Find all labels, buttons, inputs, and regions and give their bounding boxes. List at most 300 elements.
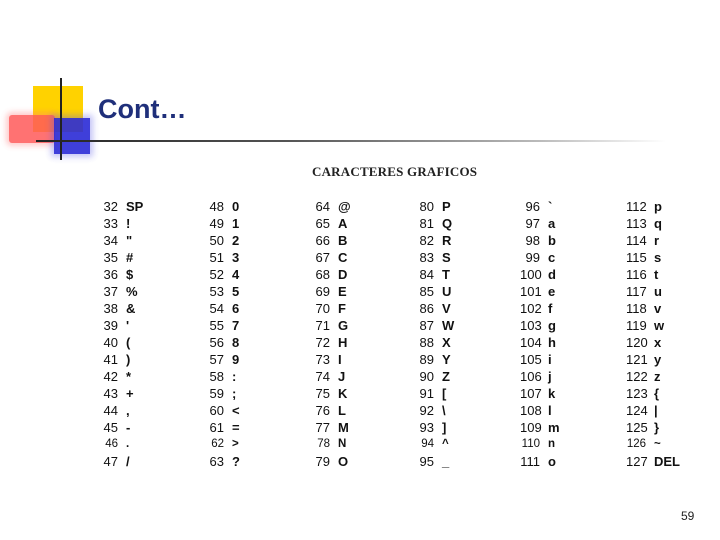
ascii-character: 9 (232, 352, 240, 367)
ascii-character: U (442, 284, 452, 299)
ascii-code: 88 (419, 335, 434, 350)
ascii-character: % (126, 284, 138, 299)
ascii-code: 121 (626, 352, 648, 367)
ascii-code: 91 (419, 386, 434, 401)
table-row (520, 351, 620, 368)
title-underline (36, 140, 666, 142)
ascii-character: @ (338, 199, 351, 214)
ascii-code: 69 (315, 284, 330, 299)
page-number: 59 (681, 509, 695, 523)
table-row (310, 266, 410, 283)
ascii-code: 107 (520, 386, 542, 401)
ascii-character: M (338, 420, 349, 435)
table-row (626, 317, 720, 334)
ascii-character: 7 (232, 318, 240, 333)
ascii-code: 56 (209, 335, 224, 350)
table-row (310, 300, 410, 317)
table-row (310, 232, 410, 249)
table-row (98, 317, 198, 334)
ascii-character: 5 (232, 284, 240, 299)
ascii-character: z (654, 369, 661, 384)
ascii-character: : (232, 369, 237, 384)
table-row (414, 351, 514, 368)
ascii-code: 66 (315, 233, 330, 248)
ascii-character: ' (126, 318, 130, 333)
table-row (626, 436, 720, 453)
ascii-character: j (548, 369, 552, 384)
table-row (626, 232, 720, 249)
ascii-character: p (654, 199, 662, 214)
ascii-character: 4 (232, 267, 240, 282)
ascii-code: 81 (419, 216, 434, 231)
table-row (98, 419, 198, 436)
ascii-code: 87 (419, 318, 434, 333)
ascii-character: t (654, 267, 659, 282)
table-row (204, 283, 304, 300)
ascii-code: 57 (209, 352, 224, 367)
table-row (310, 436, 410, 453)
ascii-code: 59 (209, 386, 224, 401)
table-row (520, 368, 620, 385)
ascii-code: 116 (626, 267, 647, 282)
decor-red-square (9, 115, 55, 143)
table-row (310, 249, 410, 266)
table-row (626, 198, 720, 215)
table-row (204, 334, 304, 351)
table-row (414, 317, 514, 334)
ascii-character: B (338, 233, 348, 248)
ascii-code: 42 (103, 369, 118, 384)
ascii-code: 54 (209, 301, 224, 316)
table-row (98, 266, 198, 283)
ascii-character: & (126, 301, 136, 316)
ascii-character: Q (442, 216, 453, 231)
ascii-character: V (442, 301, 451, 316)
ascii-code: 120 (626, 335, 648, 350)
ascii-code: 61 (209, 420, 224, 435)
table-row (204, 385, 304, 402)
table-row (520, 266, 620, 283)
table-caption: CARACTERES GRAFICOS (312, 164, 478, 179)
ascii-character: | (654, 403, 658, 418)
table-row (204, 266, 304, 283)
ascii-code: 103 (520, 318, 542, 333)
ascii-character: ? (232, 454, 240, 469)
ascii-character: m (548, 420, 560, 435)
table-row (310, 419, 410, 436)
ascii-code: 36 (103, 267, 118, 282)
ascii-code: 93 (419, 420, 434, 435)
ascii-code: 110 (521, 438, 540, 450)
decor-vertical-line (60, 78, 62, 160)
ascii-character: $ (126, 267, 134, 282)
ascii-character: SP (126, 199, 144, 214)
table-row (98, 436, 198, 453)
ascii-character: X (442, 335, 451, 350)
ascii-character: ) (126, 352, 131, 367)
table-row (414, 266, 514, 283)
ascii-character: s (654, 250, 662, 265)
ascii-code: 82 (419, 233, 434, 248)
table-row (310, 368, 410, 385)
ascii-code: 83 (419, 250, 434, 265)
table-row (520, 283, 620, 300)
ascii-code: 77 (315, 420, 330, 435)
ascii-character: d (548, 267, 556, 282)
table-row (626, 215, 720, 232)
ascii-character: { (654, 386, 660, 401)
table-row (626, 283, 720, 300)
ascii-character: o (548, 454, 556, 469)
table-row (204, 453, 304, 470)
ascii-code: 101 (520, 284, 542, 299)
ascii-character: Z (442, 369, 450, 384)
table-row (626, 453, 720, 470)
ascii-code: 115 (626, 250, 647, 265)
ascii-code: 117 (626, 284, 647, 299)
ascii-code: 68 (315, 267, 330, 282)
ascii-code: 106 (520, 369, 542, 384)
table-row (310, 198, 410, 215)
ascii-code: 123 (626, 386, 648, 401)
ascii-code: 40 (103, 335, 118, 350)
ascii-code: 62 (211, 438, 224, 450)
ascii-character: [ (442, 386, 447, 401)
ascii-character: R (442, 233, 452, 248)
table-row (204, 215, 304, 232)
table-row (310, 215, 410, 232)
ascii-character: I (338, 352, 342, 367)
ascii-code: 102 (520, 301, 542, 316)
table-row (414, 453, 514, 470)
ascii-character: ~ (654, 438, 661, 450)
ascii-code: 85 (419, 284, 434, 299)
ascii-character: 8 (232, 335, 240, 350)
ascii-character: k (548, 386, 556, 401)
ascii-code: 105 (520, 352, 542, 367)
ascii-character: c (548, 250, 556, 265)
ascii-code: 60 (209, 403, 224, 418)
table-row (626, 300, 720, 317)
table-row (310, 334, 410, 351)
ascii-character: f (548, 301, 553, 316)
ascii-code: 45 (103, 420, 118, 435)
ascii-character: 6 (232, 301, 240, 316)
ascii-code: 111 (520, 454, 540, 469)
ascii-character: 1 (232, 216, 240, 231)
table-row (626, 419, 720, 436)
ascii-character: O (338, 454, 349, 469)
ascii-character: i (548, 352, 552, 367)
ascii-code: 46 (105, 438, 118, 450)
ascii-character: * (126, 369, 132, 384)
table-row (204, 232, 304, 249)
ascii-code: 86 (419, 301, 434, 316)
ascii-code: 71 (315, 318, 330, 333)
ascii-code: 122 (626, 369, 648, 384)
table-column (414, 198, 514, 470)
table-row (626, 385, 720, 402)
table-row (98, 351, 198, 368)
table-row (98, 453, 198, 470)
ascii-character: K (338, 386, 348, 401)
table-column (520, 198, 620, 470)
ascii-code: 48 (209, 199, 224, 214)
ascii-character: DEL (654, 454, 680, 469)
ascii-character: L (338, 403, 346, 418)
ascii-code: 47 (103, 454, 118, 469)
table-row (310, 402, 410, 419)
table-row (520, 453, 620, 470)
ascii-character: A (338, 216, 348, 231)
table-row (98, 300, 198, 317)
ascii-character: b (548, 233, 556, 248)
table-row (626, 368, 720, 385)
ascii-code: 114 (626, 233, 647, 248)
ascii-code: 92 (419, 403, 434, 418)
ascii-character: n (548, 438, 556, 450)
ascii-character: < (232, 403, 240, 418)
ascii-code: 95 (419, 454, 434, 469)
table-row (204, 249, 304, 266)
ascii-character: x (654, 335, 662, 350)
table-row (98, 368, 198, 385)
ascii-code: 74 (315, 369, 330, 384)
ascii-character: G (338, 318, 349, 333)
ascii-character: } (654, 420, 660, 435)
table-row (414, 283, 514, 300)
table-row (520, 334, 620, 351)
table-row (520, 402, 620, 419)
ascii-character: 3 (232, 250, 240, 265)
ascii-character: , (126, 403, 130, 418)
ascii-code: 78 (317, 438, 330, 450)
ascii-character: H (338, 335, 348, 350)
table-column (98, 198, 198, 470)
ascii-code: 90 (419, 369, 434, 384)
table-row (414, 215, 514, 232)
ascii-character: D (338, 267, 348, 282)
ascii-character: . (126, 438, 130, 450)
table-row (310, 385, 410, 402)
table-row (414, 385, 514, 402)
ascii-code: 55 (209, 318, 224, 333)
ascii-code: 37 (103, 284, 118, 299)
table-row (204, 368, 304, 385)
ascii-character: \ (442, 403, 446, 418)
ascii-character: w (654, 318, 665, 333)
ascii-code: 35 (103, 250, 118, 265)
ascii-character: - (126, 420, 131, 435)
ascii-character: N (338, 438, 347, 450)
table-row (414, 402, 514, 419)
ascii-code: 119 (626, 318, 647, 333)
table-row (204, 351, 304, 368)
table-row (98, 232, 198, 249)
ascii-code: 108 (520, 403, 542, 418)
ascii-code: 79 (315, 454, 330, 469)
ascii-code: 109 (520, 420, 542, 435)
ascii-character: > (232, 438, 239, 450)
ascii-character: T (442, 267, 450, 282)
ascii-code: 49 (209, 216, 224, 231)
table-row (414, 419, 514, 436)
ascii-code: 89 (419, 352, 434, 367)
table-row (414, 198, 514, 215)
ascii-code: 76 (315, 403, 330, 418)
ascii-code: 98 (525, 233, 540, 248)
ascii-code: 127 (626, 454, 648, 469)
table-row (310, 317, 410, 334)
ascii-code: 65 (315, 216, 330, 231)
ascii-code: 39 (103, 318, 118, 333)
table-row (414, 368, 514, 385)
ascii-character: E (338, 284, 347, 299)
table-row (204, 419, 304, 436)
ascii-character: P (442, 199, 451, 214)
ascii-code: 67 (315, 250, 330, 265)
table-row (414, 436, 514, 453)
table-column (204, 198, 304, 470)
table-row (204, 317, 304, 334)
ascii-character: S (442, 250, 451, 265)
ascii-code: 38 (103, 301, 118, 316)
ascii-character: = (232, 420, 240, 435)
ascii-character-table (0, 198, 720, 473)
ascii-character: e (548, 284, 556, 299)
ascii-character: + (126, 386, 134, 401)
ascii-code: 97 (525, 216, 540, 231)
table-row (204, 198, 304, 215)
ascii-code: 34 (103, 233, 118, 248)
ascii-character: / (126, 454, 130, 469)
ascii-code: 126 (626, 438, 646, 450)
ascii-character: " (126, 233, 133, 248)
table-row (204, 436, 304, 453)
table-row (98, 198, 198, 215)
ascii-code: 53 (209, 284, 224, 299)
table-row (414, 232, 514, 249)
ascii-character: q (654, 216, 662, 231)
table-row (520, 249, 620, 266)
ascii-character: ] (442, 420, 447, 435)
ascii-code: 73 (315, 352, 330, 367)
table-row (626, 334, 720, 351)
ascii-code: 125 (626, 420, 648, 435)
ascii-code: 113 (626, 216, 647, 231)
ascii-character: y (654, 352, 662, 367)
ascii-code: 44 (103, 403, 118, 418)
table-row (204, 402, 304, 419)
table-row (520, 215, 620, 232)
ascii-character: ( (126, 335, 131, 350)
table-row (98, 283, 198, 300)
ascii-code: 96 (525, 199, 540, 214)
table-row (626, 402, 720, 419)
table-row (98, 215, 198, 232)
table-row (520, 419, 620, 436)
ascii-code: 100 (520, 267, 542, 282)
table-row (520, 436, 620, 453)
table-row (310, 453, 410, 470)
ascii-character: v (654, 301, 662, 316)
table-row (98, 249, 198, 266)
ascii-character: ! (126, 216, 131, 231)
ascii-character: 2 (232, 233, 240, 248)
ascii-code: 58 (209, 369, 224, 384)
table-row (520, 300, 620, 317)
ascii-character: a (548, 216, 556, 231)
ascii-code: 112 (626, 199, 647, 214)
ascii-code: 99 (525, 250, 540, 265)
ascii-code: 94 (421, 438, 434, 450)
table-row (98, 334, 198, 351)
ascii-character: W (442, 318, 455, 333)
table-row (204, 300, 304, 317)
ascii-character: l (548, 403, 552, 418)
slide-title: Cont… (98, 94, 187, 124)
ascii-character: g (548, 318, 556, 333)
ascii-code: 41 (103, 352, 118, 367)
table-row (520, 198, 620, 215)
ascii-code: 64 (315, 199, 330, 214)
ascii-character: J (338, 369, 346, 384)
ascii-character: _ (442, 454, 450, 469)
table-row (626, 249, 720, 266)
ascii-character: 0 (232, 199, 240, 214)
ascii-code: 118 (626, 301, 647, 316)
ascii-code: 52 (209, 267, 224, 282)
ascii-code: 50 (209, 233, 224, 248)
table-row (98, 385, 198, 402)
table-column (626, 198, 720, 470)
table-column (310, 198, 410, 470)
ascii-code: 75 (315, 386, 330, 401)
ascii-character: Y (442, 352, 451, 367)
ascii-code: 84 (419, 267, 434, 282)
ascii-code: 51 (209, 250, 224, 265)
ascii-code: 43 (103, 386, 118, 401)
ascii-character: ^ (442, 438, 449, 450)
ascii-character: ; (232, 386, 237, 401)
ascii-code: 72 (315, 335, 330, 350)
ascii-code: 104 (520, 335, 542, 350)
table-row (414, 300, 514, 317)
ascii-code: 80 (419, 199, 434, 214)
ascii-character: C (338, 250, 348, 265)
ascii-character: h (548, 335, 556, 350)
table-row (310, 283, 410, 300)
ascii-code: 124 (626, 403, 648, 418)
ascii-code: 33 (103, 216, 118, 231)
ascii-character: F (338, 301, 346, 316)
ascii-character: u (654, 284, 662, 299)
ascii-code: 70 (315, 301, 330, 316)
table-row (98, 402, 198, 419)
ascii-code: 32 (103, 199, 118, 214)
ascii-character: r (654, 233, 660, 248)
table-row (520, 232, 620, 249)
table-row (520, 317, 620, 334)
table-row (626, 351, 720, 368)
ascii-character: # (126, 250, 134, 265)
table-row (310, 351, 410, 368)
table-row (414, 249, 514, 266)
table-row (626, 266, 720, 283)
ascii-code: 63 (209, 454, 224, 469)
table-row (520, 385, 620, 402)
table-row (414, 334, 514, 351)
